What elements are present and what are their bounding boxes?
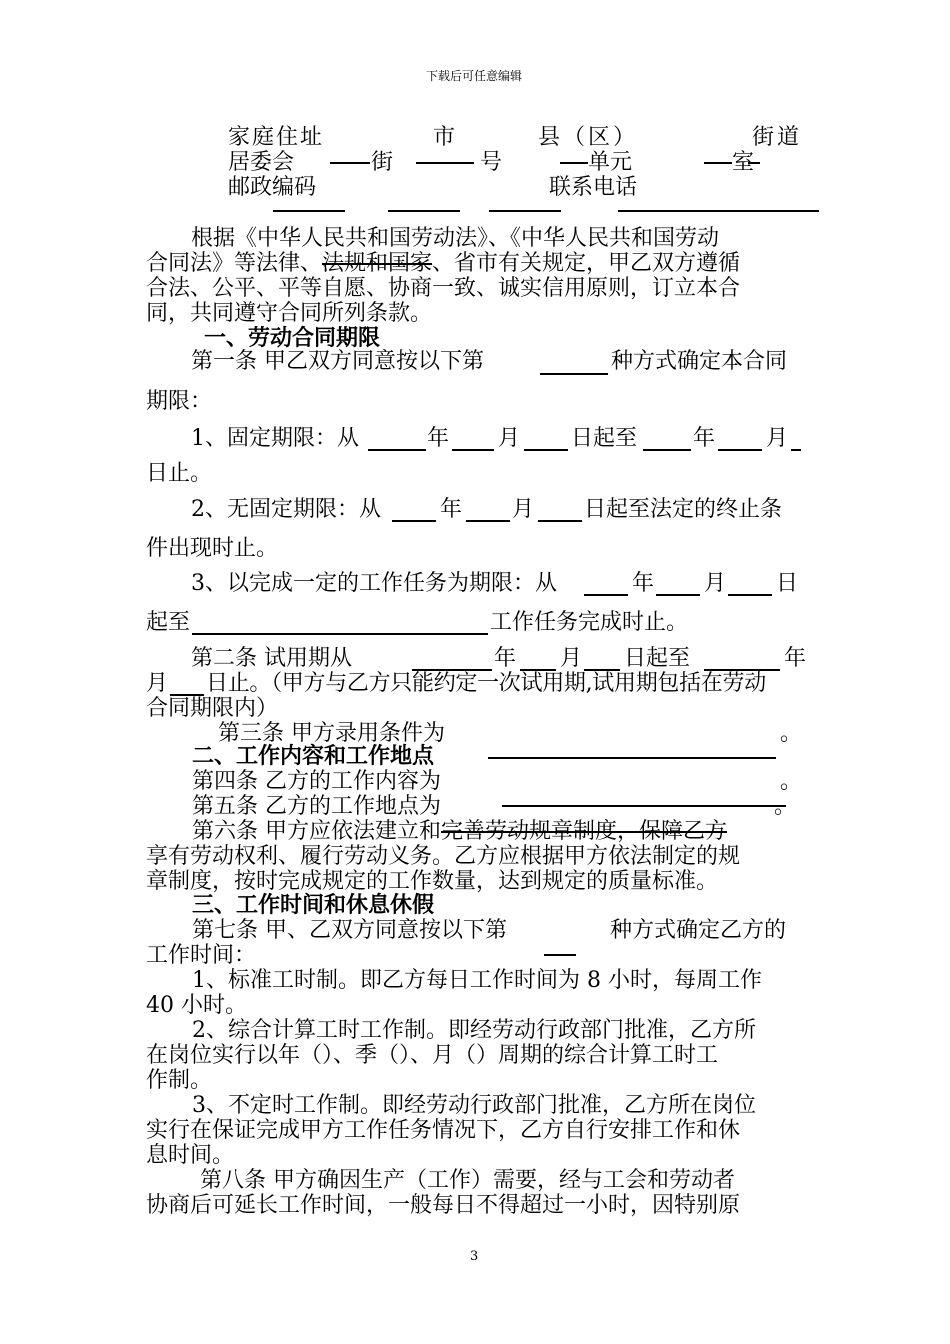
article-2-text: 日止。（甲方与乙方只能约定一次试用期,试用期包括在劳动 — [206, 671, 766, 696]
intro-line: 合同法》等法律、法规和国家、省市有关规定，甲乙双方遵循 — [146, 251, 741, 276]
year-label: 年 — [632, 571, 655, 596]
month-label: 月 — [498, 426, 521, 451]
home-address-label: 家庭住址 — [228, 125, 325, 150]
intro-line: 根据《中华人民共和国劳动法》、《中华人民共和国劳动 — [191, 226, 720, 251]
strike-line — [748, 162, 760, 164]
fill-blank — [718, 449, 762, 451]
work-hours-option: 2、综合计算工时工作制。即经劳动行政部门批准，乙方所 — [192, 1018, 756, 1043]
article-3-text: 第三条 甲方录用条件为 — [218, 721, 445, 746]
article-8-text: 协商后可延长工作时间，一般每日不得超过一小时，因特别原 — [146, 1193, 741, 1218]
section-heading: 三、工作时间和休息休假 — [192, 893, 435, 918]
phone-line — [489, 210, 561, 212]
work-hours-option: 实行在保证完成甲方工作任务情况下，乙方自行安排工作和休 — [146, 1118, 741, 1143]
fill-blank — [538, 520, 582, 522]
article-2-text: 合同期限内） — [146, 696, 279, 721]
article-1-text: 期限： — [146, 389, 213, 414]
option-2-text: 2、无固定期限：从 — [191, 497, 381, 522]
article-7-text: 工作时间： — [146, 943, 257, 968]
county-label: 县（区） — [538, 125, 639, 150]
phone-line — [618, 210, 819, 212]
phone-label: 联系电话 — [549, 175, 638, 200]
page-number: 3 — [470, 1249, 479, 1264]
header-note: 下载后可任意编辑 — [426, 69, 523, 83]
year-label: 年 — [693, 426, 716, 451]
article-8-text: 第八条 甲方确因生产（工作）需要，经与工会和劳动者 — [200, 1168, 735, 1193]
month-label: 月 — [512, 497, 535, 522]
intro-line: 合法、公平、平等自愿、协商一致、诚实信用原则，订立本合 — [146, 276, 741, 301]
fill-blank — [392, 520, 436, 522]
work-hours-option: 在岗位实行以年（）、季（）、月（）周期的综合计算工时工 — [146, 1043, 719, 1068]
article-2-text: 第二条 试用期从 — [191, 646, 352, 671]
month-label: 月 — [766, 426, 789, 451]
period-mark: 。 — [780, 769, 803, 794]
number-label: 号 — [480, 150, 503, 175]
fill-blank — [368, 449, 426, 451]
period-mark: 。 — [774, 794, 797, 819]
fill-blank — [584, 594, 628, 596]
fill-blank — [728, 594, 772, 596]
unit-label: 单元 — [588, 150, 633, 175]
article-2-text: 月 — [146, 671, 169, 696]
day-from-label: 日起至 — [571, 426, 638, 451]
strike-line — [330, 162, 370, 164]
strike-line — [560, 162, 588, 164]
option-2-text: 日起至法定的终止条 — [584, 497, 783, 522]
year-label: 年 — [784, 646, 807, 671]
month-label: 月 — [704, 571, 727, 596]
option-1-text: 1、固定期限：从 — [191, 426, 359, 451]
work-hours-option: 作制。 — [146, 1068, 213, 1093]
strike-line — [704, 162, 732, 164]
room-label: 室 — [732, 150, 755, 175]
option-3-text: 起至 — [146, 610, 191, 635]
year-label: 年 — [494, 646, 517, 671]
fill-blank — [791, 449, 801, 451]
option-3-text: 3、以完成一定的工作任务为期限：从 — [191, 571, 557, 596]
period-mark: 。 — [780, 721, 803, 746]
fill-blank — [656, 594, 700, 596]
day-label: 日 — [776, 571, 799, 596]
fill-blank — [524, 449, 568, 451]
day-from-label: 日起至 — [624, 646, 691, 671]
city-label: 市 — [433, 125, 456, 150]
article-1-text: 第一条 甲乙双方同意按以下第 — [191, 349, 484, 374]
postal-code-line — [273, 210, 345, 212]
article-6-text: 第六条 甲方应依法建立和完善劳动规章制度，保障乙方 — [192, 819, 728, 844]
article-4-text: 第四条 乙方的工作内容为 — [192, 769, 441, 794]
option-3-text: 工作任务完成时止。 — [490, 610, 689, 635]
fill-blank — [502, 805, 786, 807]
committee-label: 居委会 — [228, 150, 295, 175]
postal-code-label: 邮政编码 — [228, 175, 317, 200]
fill-blank — [192, 633, 488, 635]
work-hours-option: 1、标准工时制。即乙方每日工作时间为 8 小时，每周工作 — [192, 968, 762, 993]
month-label: 月 — [560, 646, 583, 671]
work-hours-option: 3、不定时工作制。即经劳动行政部门批准，乙方所在岗位 — [192, 1093, 756, 1118]
intro-line: 同，共同遵守合同所列条款。 — [146, 301, 433, 326]
section-heading: 一、劳动合同期限 — [204, 326, 381, 351]
article-6-text: 享有劳动权利、履行劳动义务。乙方应根据甲方依法制定的规 — [146, 844, 741, 869]
article-7-text: 第七条 甲、乙双方同意按以下第 — [192, 918, 507, 943]
option-1-text: 日止。 — [146, 461, 213, 486]
fill-blank — [643, 449, 691, 451]
section-heading: 二、工作内容和工作地点 — [192, 744, 435, 769]
work-hours-option: 40 小时。 — [146, 993, 247, 1018]
fill-blank — [452, 449, 494, 451]
year-label: 年 — [440, 497, 463, 522]
fill-blank — [540, 373, 608, 375]
strike-line — [416, 162, 474, 164]
work-hours-option: 息时间。 — [146, 1143, 235, 1168]
fill-blank — [466, 520, 510, 522]
option-2-text: 件出现时止。 — [146, 536, 279, 561]
fill-blank — [488, 757, 776, 759]
article-5-text: 第五条 乙方的工作地点为 — [192, 794, 441, 819]
street-label: 街 — [371, 150, 394, 175]
article-7-text: 种方式确定乙方的 — [610, 918, 787, 943]
article-6-text: 章制度，按时完成规定的工作数量，达到规定的质量标准。 — [146, 869, 719, 894]
fill-blank — [544, 954, 576, 956]
article-1-text: 种方式确定本合同 — [611, 349, 788, 374]
street-road-label: 街道 — [752, 125, 803, 150]
year-label: 年 — [427, 426, 450, 451]
postal-code-line — [388, 210, 460, 212]
